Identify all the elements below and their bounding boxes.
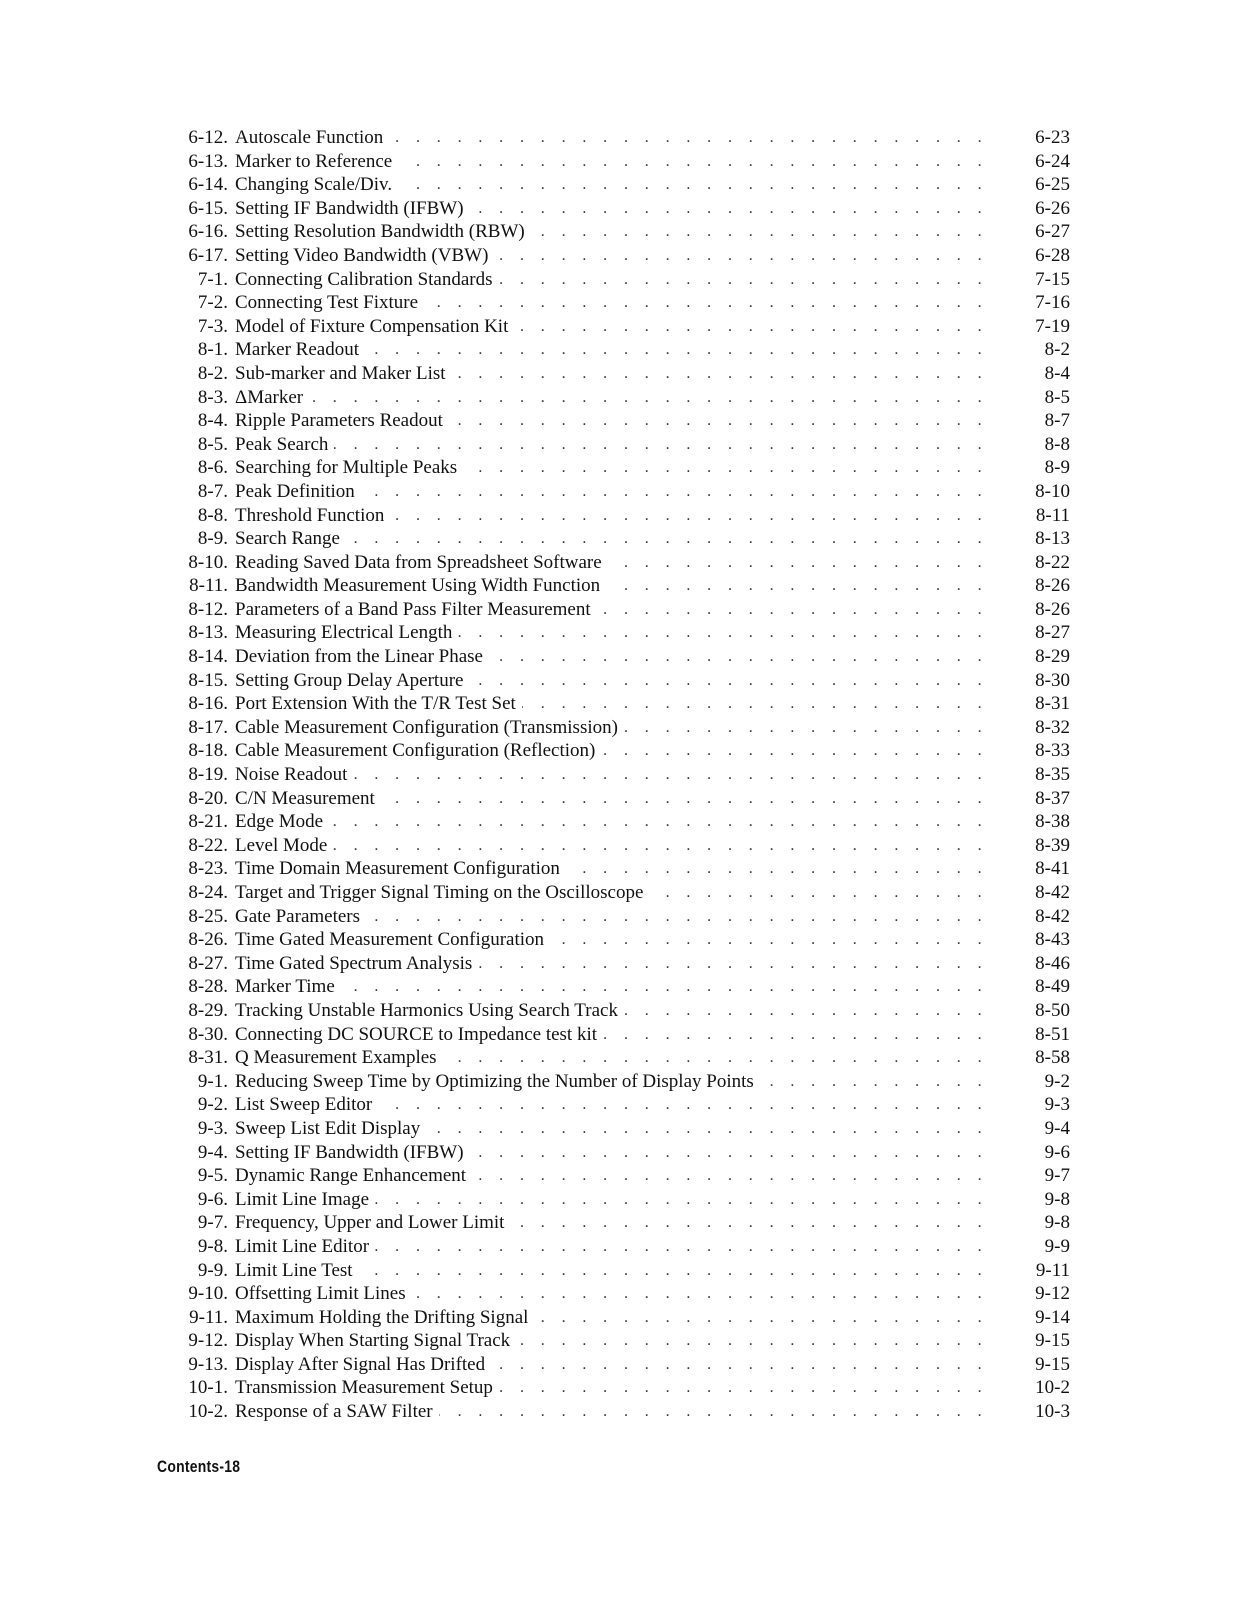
dot-leader (389, 126, 988, 150)
figure-title: Setting Video Bandwidth (VBW) (235, 244, 489, 266)
figure-title: Port Extension With the T/R Test Set (235, 693, 516, 715)
figure-number: 8-24. (188, 882, 228, 903)
toc-entry[interactable] (170, 1188, 1070, 1212)
figure-number: 9-4. (197, 1141, 228, 1163)
page-number: 8-30 (1035, 669, 1070, 691)
dot-leader (366, 905, 988, 929)
toc-entry[interactable] (170, 527, 1070, 551)
dot-leader (624, 716, 988, 740)
figure-title: Marker to Reference (235, 150, 393, 172)
toc-entry[interactable] (170, 1353, 1070, 1377)
toc-entry[interactable] (170, 409, 1070, 433)
page-number: 9-9 (1044, 1235, 1070, 1257)
page-number: 8-4 (1044, 362, 1070, 384)
figure-title: Setting Resolution Bandwidth (RBW) (235, 221, 525, 243)
figure-number: 8-13. (188, 622, 228, 644)
dot-leader (443, 1046, 988, 1070)
page-number: 8-50 (1035, 999, 1070, 1021)
page-number: 8-58 (1035, 1047, 1070, 1069)
page-number: 9-12 (1035, 1283, 1070, 1305)
figure-number: 8-4. (197, 410, 228, 432)
figure-number: 9-9. (197, 1259, 228, 1281)
page-number: 6-24 (1035, 150, 1070, 172)
dot-leader (333, 834, 988, 858)
figure-title: Changing Scale/Div. (235, 174, 393, 196)
dot-leader (606, 574, 988, 598)
figure-number: 8-1. (197, 339, 228, 361)
figure-title: Measuring Electrical Length (235, 622, 453, 644)
dot-leader (608, 551, 988, 575)
page-number: 9-4 (1044, 1117, 1070, 1139)
toc-entry[interactable] (170, 834, 1070, 858)
page-number: 8-43 (1035, 929, 1070, 951)
dot-leader (375, 1188, 988, 1212)
dot-leader (470, 1141, 988, 1165)
figure-title: Parameters of a Band Pass Filter Measurement (235, 598, 591, 620)
figure-number: 8-11. (189, 575, 228, 597)
page-number: 8-29 (1035, 646, 1070, 668)
figure-title: Sub-marker and Maker List (235, 362, 446, 384)
page-number: 6-26 (1035, 197, 1070, 219)
figure-title: Response of a SAW Filter (235, 1401, 433, 1423)
figure-title: Model of Fixture Compensation Kit (235, 315, 509, 337)
figure-number: 9-3. (197, 1117, 228, 1139)
dot-leader (472, 1164, 988, 1188)
toc-entry[interactable] (170, 692, 1070, 716)
toc-entry[interactable] (170, 1235, 1070, 1259)
figure-number: 8-28. (188, 976, 228, 998)
toc-entry[interactable] (170, 787, 1070, 811)
dot-leader (489, 645, 988, 669)
figure-number: 8-16. (188, 693, 228, 715)
figure-title: Peak Definition (235, 480, 355, 502)
toc-entry[interactable] (170, 1117, 1070, 1141)
toc-entry[interactable] (170, 315, 1070, 339)
page-number: 6-25 (1035, 174, 1070, 196)
figure-title: Setting IF Bandwidth (IFBW) (235, 197, 464, 219)
dot-leader (424, 291, 988, 315)
figure-number: 8-7. (197, 480, 228, 502)
figure-title: Maximum Holding the Drifting Signal (235, 1306, 529, 1328)
dot-leader (624, 999, 988, 1023)
toc-entry[interactable] (170, 905, 1070, 929)
page-number: 8-37 (1035, 787, 1070, 809)
figure-number: 9-7. (197, 1212, 228, 1234)
figure-number: 9-6. (197, 1188, 228, 1210)
toc-entry[interactable] (170, 1023, 1070, 1047)
figure-number: 8-19. (188, 764, 228, 786)
page-number: 8-49 (1035, 976, 1070, 998)
page-number: 9-14 (1035, 1306, 1070, 1328)
figure-title: Edge Mode (235, 811, 324, 833)
page-number: 10-2 (1035, 1377, 1070, 1399)
figure-title: Dynamic Range Enhancement (235, 1165, 467, 1187)
dot-leader (514, 315, 988, 339)
page-number: 8-31 (1035, 693, 1070, 715)
dot-leader (478, 952, 988, 976)
figure-title: Tracking Unstable Harmonics Using Search Track (235, 999, 618, 1021)
figure-number: 8-22. (188, 834, 228, 856)
page-number: 9-11 (1035, 1259, 1070, 1281)
figure-title: Setting IF Bandwidth (IFBW) (235, 1141, 464, 1163)
toc-entry[interactable] (170, 1400, 1070, 1424)
dot-leader (375, 1235, 988, 1259)
figure-title: Marker Readout (235, 339, 359, 361)
dot-leader (597, 598, 988, 622)
page-number: 9-15 (1035, 1353, 1070, 1375)
figure-title: Time Gated Spectrum Analysis (235, 952, 473, 974)
figure-number: 8-8. (197, 504, 228, 526)
toc-entry[interactable] (170, 975, 1070, 999)
toc-entry[interactable] (170, 1070, 1070, 1094)
page-number: 8-22 (1035, 551, 1070, 573)
page-number: 8-46 (1035, 952, 1070, 974)
page-number: 8-41 (1035, 858, 1070, 880)
toc-entry[interactable] (170, 1329, 1070, 1353)
page-number: 9-6 (1044, 1141, 1070, 1163)
page-number: 10-3 (1035, 1401, 1070, 1423)
toc-entry[interactable] (170, 1306, 1070, 1330)
figure-number: 8-26. (188, 929, 228, 951)
page-number: 8-7 (1044, 410, 1070, 432)
dot-leader (353, 763, 988, 787)
page-number: 6-27 (1035, 221, 1070, 243)
dot-leader (398, 150, 988, 174)
toc-entry[interactable] (170, 1046, 1070, 1070)
figure-number: 8-18. (188, 740, 228, 762)
dot-leader (531, 220, 988, 244)
page-number: 8-39 (1035, 834, 1070, 856)
page-number: 8-42 (1035, 882, 1070, 903)
toc-entry[interactable] (170, 126, 1070, 150)
page-number: 9-7 (1044, 1165, 1070, 1187)
figure-number: 8-3. (197, 386, 228, 408)
dot-leader (334, 433, 988, 457)
dot-leader (390, 504, 988, 528)
figure-number: 8-14. (188, 646, 228, 668)
figure-number: 8-21. (188, 811, 228, 833)
page-number: 8-2 (1044, 339, 1070, 361)
figure-title: Limit Line Editor (235, 1235, 370, 1257)
page-number: 9-8 (1044, 1212, 1070, 1234)
figure-title: Marker Time (235, 976, 335, 998)
page-number: 8-38 (1035, 811, 1070, 833)
figure-title: Connecting DC SOURCE to Impedance test kit (235, 1023, 598, 1045)
figure-number: 6-12. (188, 127, 228, 148)
dot-leader (516, 1329, 988, 1353)
dot-leader (760, 1070, 988, 1094)
figure-number: 8-30. (188, 1023, 228, 1045)
figure-number: 8-2. (197, 362, 228, 384)
page-number: 8-26 (1035, 598, 1070, 620)
dot-leader (365, 338, 988, 362)
figure-title: Noise Readout (235, 764, 348, 786)
dot-leader (463, 456, 988, 480)
figure-title: C/N Measurement (235, 787, 375, 809)
figure-title: Connecting Test Fixture (235, 292, 419, 314)
figure-title: Transmission Measurement Setup (235, 1377, 493, 1399)
toc-entry[interactable] (170, 362, 1070, 386)
figure-title: ΔMarker (235, 386, 304, 408)
dot-leader (449, 409, 988, 433)
figure-title: Time Domain Measurement Configuration (235, 858, 560, 880)
figure-title: List Sweep Editor (235, 1094, 373, 1116)
figure-title: Threshold Function (235, 504, 385, 526)
page-number: 9-2 (1044, 1070, 1070, 1092)
toc-entry[interactable] (170, 456, 1070, 480)
toc-entry[interactable] (170, 621, 1070, 645)
figure-number: 8-17. (188, 716, 228, 738)
page-number: 7-16 (1035, 292, 1070, 314)
figure-title: Ripple Parameters Readout (235, 410, 443, 432)
dot-leader (603, 1023, 988, 1047)
figure-title: Target and Trigger Signal Timing on the Oscilloscope (235, 882, 644, 903)
figure-number: 9-11. (189, 1306, 228, 1328)
toc-entry[interactable] (170, 244, 1070, 268)
dot-leader (469, 669, 988, 693)
figure-number: 8-5. (197, 433, 228, 455)
dot-leader (470, 197, 988, 221)
figure-number: 9-8. (197, 1235, 228, 1257)
dot-leader (341, 975, 988, 999)
dot-leader (412, 1282, 988, 1306)
dot-leader (534, 1306, 988, 1330)
figure-number: 9-1. (197, 1070, 228, 1092)
figure-title: Autoscale Function (235, 127, 384, 148)
figure-title: Connecting Calibration Standards (235, 268, 493, 290)
page-number: 8-42 (1035, 905, 1070, 927)
page-number: 8-26 (1035, 575, 1070, 597)
figure-title: Searching for Multiple Peaks (235, 457, 458, 479)
figure-title: Reading Saved Data from Spreadsheet Software (235, 551, 602, 573)
dot-leader (550, 928, 988, 952)
figure-number: 6-13. (188, 150, 228, 172)
page-number: 8-5 (1044, 386, 1070, 408)
figure-title: Cable Measurement Configuration (Transmission) (235, 716, 618, 738)
page-number: 8-9 (1044, 457, 1070, 479)
dot-leader (452, 362, 988, 386)
figure-title: Limit Line Test (235, 1259, 353, 1281)
toc-entry[interactable] (170, 669, 1070, 693)
toc-entry[interactable] (170, 173, 1070, 197)
toc-entry[interactable] (170, 1164, 1070, 1188)
figure-title: Peak Search (235, 433, 329, 455)
figure-number: 8-12. (188, 598, 228, 620)
figure-number: 8-6. (197, 457, 228, 479)
figure-number: 10-1. (188, 1377, 228, 1399)
toc-entry[interactable] (170, 1141, 1070, 1165)
toc-entry[interactable] (170, 1211, 1070, 1235)
figure-title: Time Gated Measurement Configuration (235, 929, 545, 951)
figure-number: 9-5. (197, 1165, 228, 1187)
figure-title: Gate Parameters (235, 905, 361, 927)
toc-entry[interactable] (170, 810, 1070, 834)
figure-number: 8-31. (188, 1047, 228, 1069)
figure-title: Frequency, Upper and Lower Limit (235, 1212, 505, 1234)
figure-title: Limit Line Image (235, 1188, 370, 1210)
figure-number: 9-12. (188, 1330, 228, 1352)
dot-leader (426, 1117, 988, 1141)
toc-entry[interactable] (170, 480, 1070, 504)
figure-number: 6-14. (188, 174, 228, 196)
page-number: 7-19 (1035, 315, 1070, 337)
page-number: 8-13 (1035, 528, 1070, 550)
dot-leader (359, 1259, 988, 1283)
toc-entry[interactable] (170, 1282, 1070, 1306)
toc-entry[interactable] (170, 716, 1070, 740)
dot-leader (346, 527, 988, 551)
toc-entry[interactable] (170, 150, 1070, 174)
page-footer: Contents-18 (157, 1457, 241, 1476)
toc-entry[interactable] (170, 504, 1070, 528)
figure-number: 8-23. (188, 858, 228, 880)
toc-entry[interactable] (170, 268, 1070, 292)
figure-number: 10-2. (188, 1401, 228, 1423)
dot-leader (649, 881, 988, 905)
dot-leader (309, 386, 988, 410)
figure-number: 6-15. (188, 197, 228, 219)
page-number: 8-27 (1035, 622, 1070, 644)
page-number: 8-11 (1035, 504, 1070, 526)
page-number: 6-23 (1035, 127, 1070, 148)
page-number: 9-15 (1035, 1330, 1070, 1352)
toc-entry[interactable] (170, 1093, 1070, 1117)
page-number: 9-3 (1044, 1094, 1070, 1116)
dot-leader (381, 787, 988, 811)
figure-title: Level Mode (235, 834, 328, 856)
page-number: 6-28 (1035, 244, 1070, 266)
figure-title: Deviation from the Linear Phase (235, 646, 483, 668)
dot-leader (601, 739, 988, 763)
toc-entry[interactable] (170, 386, 1070, 410)
dot-leader (510, 1211, 988, 1235)
figure-number: 6-17. (188, 244, 228, 266)
toc-entry[interactable] (170, 928, 1070, 952)
toc-entry[interactable] (170, 857, 1070, 881)
toc-entry[interactable] (170, 1376, 1070, 1400)
toc-entry[interactable] (170, 999, 1070, 1023)
figure-title: Display When Starting Signal Track (235, 1330, 511, 1352)
figure-title: Bandwidth Measurement Using Width Function (235, 575, 601, 597)
figure-title: Q Measurement Examples (235, 1047, 437, 1069)
figure-number: 7-2. (197, 292, 228, 314)
toc-entry[interactable] (170, 338, 1070, 362)
figure-number: 9-13. (188, 1353, 228, 1375)
dot-leader (398, 173, 988, 197)
page-number: 9-8 (1044, 1188, 1070, 1210)
toc-entry[interactable] (170, 952, 1070, 976)
figure-number: 8-25. (188, 905, 228, 927)
figure-number: 8-10. (188, 551, 228, 573)
figure-number: 8-20. (188, 787, 228, 809)
figure-title: Offsetting Limit Lines (235, 1283, 406, 1305)
toc-entry[interactable] (170, 763, 1070, 787)
dot-leader (439, 1400, 988, 1424)
dot-leader (499, 268, 988, 292)
page-number: 8-51 (1035, 1023, 1070, 1045)
toc-entry[interactable] (170, 598, 1070, 622)
toc-entry[interactable] (170, 574, 1070, 598)
figure-title: Sweep List Edit Display (235, 1117, 421, 1139)
figure-number: 8-9. (197, 528, 228, 550)
toc-entry[interactable] (170, 1259, 1070, 1283)
figure-title: Display After Signal Has Drifted (235, 1353, 486, 1375)
page-number: 7-15 (1035, 268, 1070, 290)
figure-number: 9-10. (188, 1283, 228, 1305)
dot-leader (378, 1093, 988, 1117)
figure-number: 6-16. (188, 221, 228, 243)
toc-entry[interactable] (170, 197, 1070, 221)
toc-entry[interactable] (170, 739, 1070, 763)
page-number: 8-33 (1035, 740, 1070, 762)
dot-leader (361, 480, 988, 504)
figure-number: 8-29. (188, 999, 228, 1021)
figure-number: 9-2. (197, 1094, 228, 1116)
figure-title: Reducing Sweep Time by Optimizing the Number of Display Points (235, 1070, 754, 1092)
dot-leader (329, 810, 988, 834)
figure-number: 7-3. (197, 315, 228, 337)
dot-leader (566, 857, 988, 881)
figure-title: Cable Measurement Configuration (Reflection) (235, 740, 596, 762)
dot-leader (494, 244, 988, 268)
dot-leader (458, 621, 988, 645)
figure-title: Search Range (235, 528, 340, 550)
figure-list (170, 126, 1070, 1424)
page-number: 8-32 (1035, 716, 1070, 738)
page-number: 8-8 (1044, 433, 1070, 455)
toc-entry[interactable] (170, 881, 1070, 905)
toc-entry[interactable] (170, 551, 1070, 575)
figure-number: 8-27. (188, 952, 228, 974)
page-number: 8-10 (1035, 480, 1070, 502)
page-number: 8-35 (1035, 764, 1070, 786)
dot-leader (491, 1353, 988, 1377)
dot-leader (522, 692, 988, 716)
figure-number: 8-15. (188, 669, 228, 691)
toc-entry[interactable] (170, 220, 1070, 244)
figure-title: Setting Group Delay Aperture (235, 669, 464, 691)
toc-entry[interactable] (170, 433, 1070, 457)
figure-number: 7-1. (197, 268, 228, 290)
dot-leader (499, 1376, 988, 1400)
toc-entry[interactable] (170, 645, 1070, 669)
toc-entry[interactable] (170, 291, 1070, 315)
